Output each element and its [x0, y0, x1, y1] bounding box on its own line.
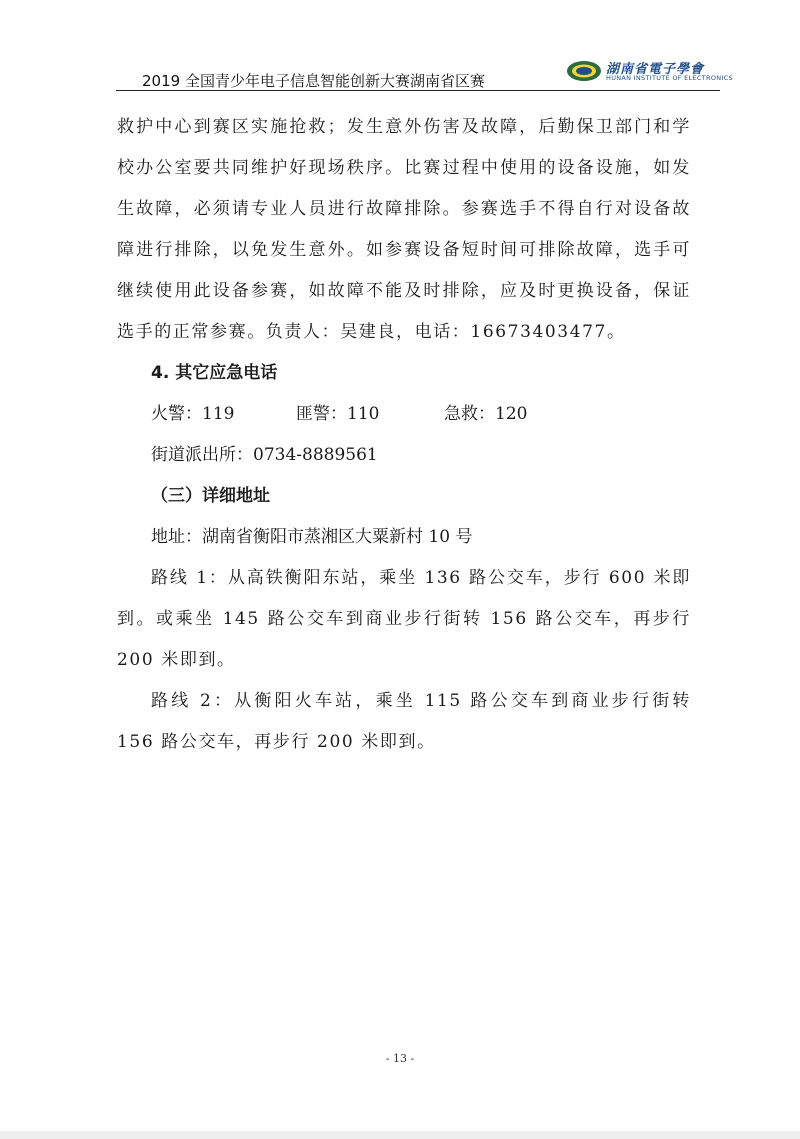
page-bottom-edge — [0, 1131, 800, 1139]
page-number: - 13 - — [385, 1052, 415, 1065]
section-heading-other-phones: 4. 其它应急电话 — [151, 363, 278, 383]
header-title: 2019 全国青少年电子信息智能创新大赛湖南省区赛 — [142, 72, 485, 90]
logo-english-name: HUNAN INSTITUTE OF ELECTRONICS — [606, 74, 733, 82]
address-line: 地址：湖南省衡阳市蒸湘区大粟新村 10 号 — [151, 527, 473, 547]
police-station-phone: 街道派出所：0734-8889561 — [151, 445, 378, 465]
section-heading-address: （三）详细地址 — [151, 486, 270, 506]
emblem-icon — [566, 60, 602, 82]
society-logo — [566, 58, 733, 84]
route-2: 路线 2：从衡阳火车站，乘坐 115 路公交车到商业步行街转 156 路公交车，再步行 200 米即到。 — [117, 691, 691, 752]
page-content — [117, 107, 691, 763]
page-header — [116, 56, 733, 91]
route-1: 路线 1：从高铁衡阳东站，乘坐 136 路公交车，步行 600 米即到。或乘坐 145 路公交车到商业步行街转 156 路公交车，再步行 200 米即到。 — [117, 568, 691, 670]
fire-phone: 火警：119 — [151, 404, 235, 424]
ambulance-phone: 急救：120 — [444, 404, 528, 424]
logo-chinese-name: 湖南省電子學會 — [606, 62, 705, 77]
emergency-paragraph: 救护中心到赛区实施抢救；发生意外伤害及故障，后勤保卫部门和学校办公室要共同维护好现场秩序。比赛过程中使用的设备设施，如发生故障，必须请专业人员进行故障排除。参赛选手不得自行对设备故障进行排除，以免发生意外。如参赛设备短时间可排除故障，选手可继续使用此设备参赛，如故障不能及时排除，应及时更换设备，保证选手的正常参赛。负责人：吴建良，电话：16673403477。 — [117, 117, 691, 342]
emergency-phones-row — [117, 394, 691, 435]
police-phone: 匪警：110 — [296, 404, 380, 424]
